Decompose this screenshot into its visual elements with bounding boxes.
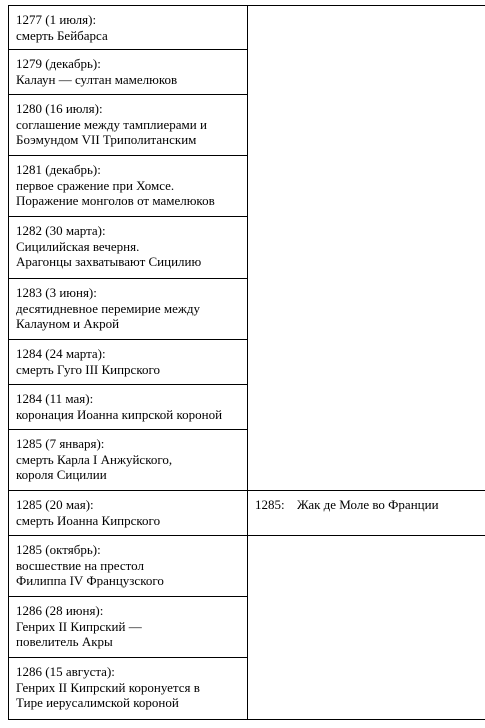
left-cell bbox=[9, 50, 248, 95]
entry-date: 1284 (11 мая): bbox=[16, 391, 94, 406]
entry-text: десятидневное перемирие между bbox=[16, 300, 200, 316]
table-row bbox=[9, 536, 485, 597]
entry-text: Арагонцы захватывают Сицилию bbox=[16, 254, 202, 269]
table-row bbox=[9, 6, 485, 50]
entry-text: Сицилийская вечерня. bbox=[16, 238, 140, 254]
entry-text: короля Сицилии bbox=[16, 467, 107, 482]
entry-text: Филиппа IV Французского bbox=[16, 573, 164, 588]
left-cell bbox=[9, 279, 248, 340]
entry-date: 1277 (1 июля): bbox=[16, 12, 97, 27]
entry-text: соглашение между тамплиерами и bbox=[16, 116, 207, 132]
entry-text: смерть Бейбарса bbox=[16, 27, 108, 43]
right-cell-empty bbox=[248, 536, 485, 720]
entry-date: 1285 (20 мая): bbox=[16, 497, 94, 512]
right-cell-empty bbox=[248, 6, 485, 491]
entry-date: 1283 (3 июня): bbox=[16, 285, 97, 300]
entry-date: 1285 (октябрь): bbox=[16, 542, 101, 557]
left-cell bbox=[9, 597, 248, 658]
entry-text: Генрих II Кипрский — bbox=[16, 618, 142, 634]
left-cell bbox=[9, 340, 248, 385]
right-entry-date: 1285: bbox=[255, 497, 285, 512]
entry-text: повелитель Акры bbox=[16, 634, 113, 649]
entry-date: 1284 (24 марта): bbox=[16, 346, 106, 361]
left-cell bbox=[9, 217, 248, 279]
left-cell bbox=[9, 536, 248, 597]
entry-date: 1286 (15 августа): bbox=[16, 664, 115, 679]
right-cell bbox=[248, 491, 485, 536]
entry-text: восшествие на престол bbox=[16, 557, 144, 573]
left-cell bbox=[9, 95, 248, 156]
entry-date: 1285 (7 января): bbox=[16, 436, 105, 451]
entry-text: Тире иерусалимской короной bbox=[16, 695, 179, 710]
right-entry bbox=[255, 497, 439, 512]
entry-date: 1282 (30 марта): bbox=[16, 223, 106, 238]
entry-text: Калаун — султан мамелюков bbox=[16, 71, 178, 87]
left-cell bbox=[9, 658, 248, 720]
entry-text: первое сражение при Хомсе. bbox=[16, 177, 175, 193]
entry-text: смерть Карла I Анжуйского, bbox=[16, 451, 173, 467]
entry-text: коронация Иоанна кипрской короной bbox=[16, 406, 223, 422]
entry-text: Калауном и Акрой bbox=[16, 316, 120, 331]
entry-date: 1286 (28 июня): bbox=[16, 603, 104, 618]
right-entry-text: Жак де Моле во Франции bbox=[297, 497, 439, 512]
entry-text: смерть Гуго III Кипрского bbox=[16, 361, 160, 377]
left-cell bbox=[9, 6, 248, 50]
left-cell bbox=[9, 430, 248, 491]
entry-text: смерть Иоанна Кипрского bbox=[16, 512, 161, 528]
left-cell bbox=[9, 491, 248, 536]
entry-text: Генрих II Кипрский коронуется в bbox=[16, 679, 200, 695]
entry-date: 1281 (декабрь): bbox=[16, 162, 101, 177]
left-cell bbox=[9, 385, 248, 430]
chronology-table bbox=[8, 5, 485, 720]
entry-text: Боэмундом VII Триполитанским bbox=[16, 132, 197, 147]
table-row bbox=[9, 491, 485, 536]
entry-date: 1280 (16 июля): bbox=[16, 101, 103, 116]
entry-text: Поражение монголов от мамелюков bbox=[16, 193, 215, 208]
left-cell bbox=[9, 156, 248, 217]
entry-date: 1279 (декабрь): bbox=[16, 56, 101, 71]
